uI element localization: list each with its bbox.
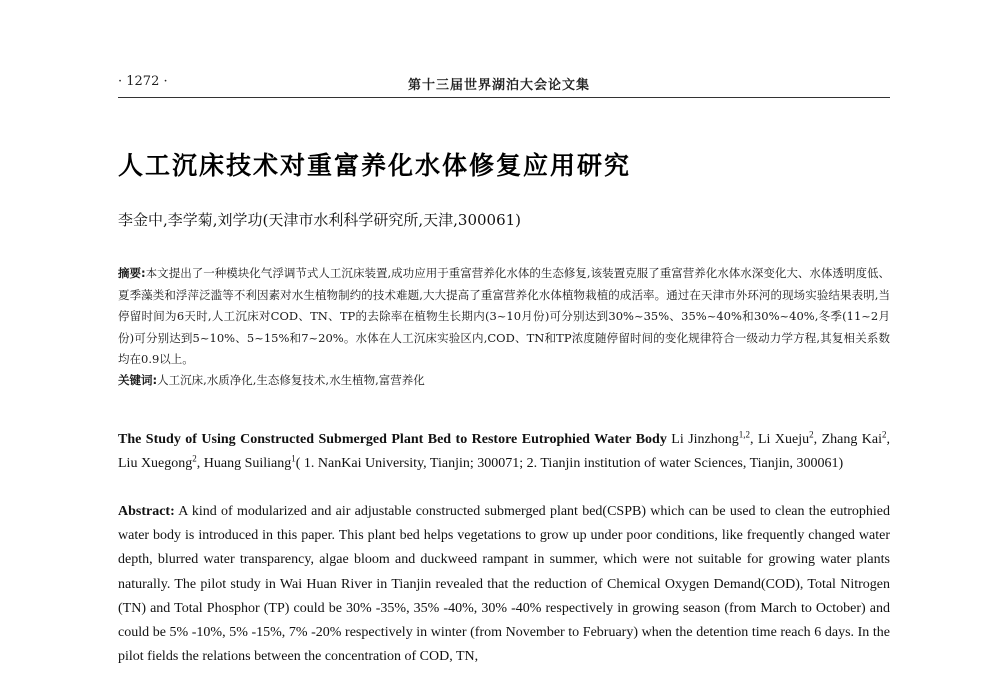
journal-title: 第十三届世界湖泊大会论文集 [408,78,591,93]
author-huang-suiliang: Huang Suiliang [203,455,292,471]
author-sup: 1,2 [738,429,751,440]
cn-abstract-label: 摘要: [118,266,146,280]
author-li-jinzhong: Li Jinzhong [671,432,739,447]
author-sup: 2 [192,452,197,463]
page-number: · 1272 · [118,74,168,89]
author-sup: 2 [809,429,814,440]
english-title-authors: The Study of Using Constructed Submerged Plant Bed to Restore Eutrophied Water Body Li Jinzhong$^{1,2}$, Li Xueju$^2$, Zhang Kai$^2$, Liu Xuegong$^2$, Huang Suiliang$^1$( 1. NanKai University, Tianjin; 300071; 2. Tianjin institution of water Sciences, Tianjin, 300061) [118,429,891,471]
header-rule [118,97,890,98]
author-sup: 2 [882,429,887,440]
author-zhang-kai: Zhang Kai [821,432,883,447]
author-li-xueju: Li Xueju [757,432,810,447]
cn-abstract [118,263,890,371]
english-abstract [118,500,890,669]
cn-abstract-text: 本文提出了一种模块化气浮调节式人工沉床装置,成功应用于重富营养化水体的生态修复,该装置克服了重富营养化水体水深变化大、水体透明度低、夏季藻类和浮萍泛滥等不利因素对水生植物制约的技术难题,大大提高了重富营养化水体植物栽植的成活率。通过在天津市外环河的现场实验结果表明,当停留时间为6天时,人工沉床对COD、TN、TP的去除率在植物生长期内(3~10月份)可分别达到30%~35%、35%~40%和30%~40%,冬季(11~2月份)可分别达到5~10%、5~15%和7~20%。水体在人工沉床实验区内,COD、TN和TP浓度随停留时间的变化规律符合一级动力学方程,其复相关系数均在0.9以上。 [118,266,890,366]
keywords-label: 关键词: [118,373,158,387]
affiliations: ( 1. NanKai University, Tianjin; 300071; 2. Tianjin institution of water Sciences, Tianjin, 300061) [295,455,844,471]
english-title: The Study of Using Constructed Submerged Plant Bed to Restore Eutrophied Water Body [118,432,667,447]
running-header [118,74,888,98]
author-sup: 1 [291,452,296,463]
authors-cn: 李金中,李学菊,刘学功(天津市水利科学研究所,天津,300061) [118,211,522,229]
english-abstract-text: A kind of modularized and air adjustable constructed submerged plant bed(CSPB) which can be used to clean the eutrophied water body is introduced in this paper. This plant bed helps vegetations to grow up under poor conditions, like frequently changed water depth, blurred water transparency, algae bloom and duckweed rampant in summer, which were not suitable for growing water plants naturally. The pilot study in Wai Huan River in Tianjin revealed that the reduction of Chemical Oxygen Demand(COD), Total Nitrogen (TN) and Total Phosphor (TP) could be 30% -35%, 35% -40%, 30% -40% respectively in growing season (from March to October) and could be 5% -10%, 5% -15%, 7% -20% respectively in winter (from November to February) when the detention time reach 6 days. In the pilot fields the relations between the concentration of COD, TN, [118,504,890,665]
keywords [118,372,425,388]
paper-title: 人工沉床技术对重富养化水体修复应用研究 [118,151,632,180]
keywords-text: 人工沉床,水质净化,生态修复技术,水生植物,富营养化 [157,373,425,387]
author-liu-xuegong: Liu Xuegong [118,455,193,471]
english-abstract-label: Abstract: [118,504,175,519]
